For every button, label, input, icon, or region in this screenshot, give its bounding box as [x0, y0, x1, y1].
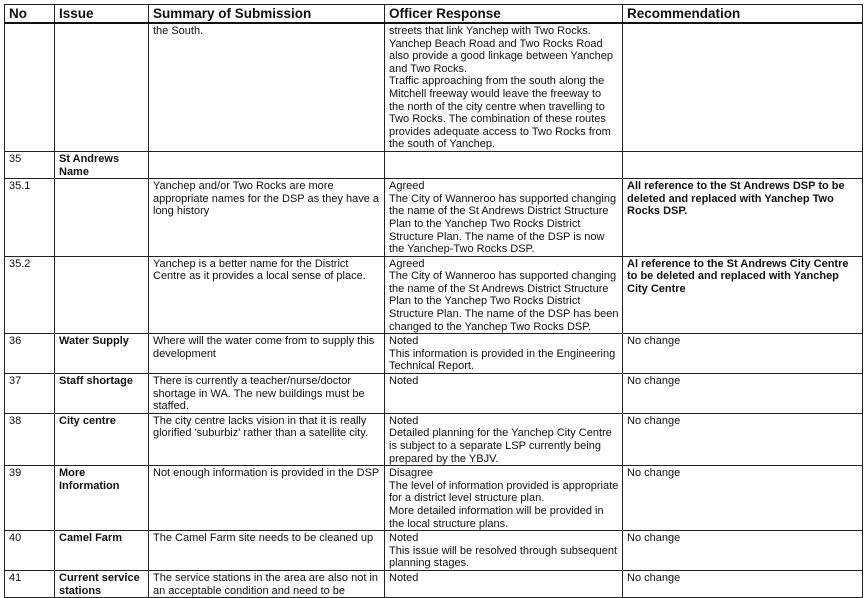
cell-line: No change	[627, 532, 681, 545]
cell-line: City centre	[59, 414, 116, 427]
cell-issue	[55, 334, 149, 374]
table-row	[5, 23, 863, 151]
cell-line: The City of Wanneroo has supported changing	[389, 192, 617, 205]
cell-summary	[149, 570, 385, 597]
table-row	[5, 570, 863, 597]
table-body	[5, 23, 863, 598]
cell-line: Structure Plan. The name of the DSP has been	[389, 308, 619, 321]
cell-recommendation	[623, 466, 863, 531]
cell-line: No change	[627, 375, 681, 388]
cell-issue	[55, 256, 149, 334]
cell-issue	[55, 466, 149, 531]
table-header-row	[5, 5, 863, 24]
cell-line: is subject to a separate LSP currently being	[389, 440, 601, 452]
cell-summary	[149, 334, 385, 374]
cell-no: 40	[5, 531, 55, 571]
cell-line: glorified 'suburbiz' rather than a satellite city.	[153, 427, 368, 440]
cell-no: 37	[5, 374, 55, 414]
cell-issue	[55, 151, 149, 178]
cell-line: Water Supply	[59, 335, 129, 348]
cell-officer-response	[385, 374, 623, 414]
cell-officer-response	[385, 179, 623, 257]
cell-line: development	[153, 347, 216, 360]
cell-summary	[149, 179, 385, 257]
table-row	[5, 466, 863, 531]
cell-no: 35.2	[5, 256, 55, 334]
cell-line: Noted	[389, 571, 419, 584]
cell-line: Centre as it provides a local sense of place.	[153, 270, 366, 283]
cell-line: This issue will be resolved through subsequent	[389, 544, 618, 557]
cell-line: the north of the city centre when travelling to	[389, 100, 605, 113]
header-no: No	[5, 5, 55, 24]
table-row	[5, 413, 863, 465]
cell-line: Technical Report.	[389, 360, 474, 373]
cell-line: There is currently a teacher/nurse/doctor	[153, 375, 352, 388]
cell-no: 36	[5, 334, 55, 374]
cell-line: Traffic approaching from the south along the	[389, 75, 605, 88]
cell-line: No change	[627, 414, 681, 427]
cell-recommendation	[623, 334, 863, 374]
cell-line: Disagree	[389, 467, 434, 480]
cell-summary	[149, 374, 385, 414]
cell-line: Noted	[389, 532, 419, 545]
cell-line: also provide a good linkage between Yanchep	[389, 50, 614, 63]
cell-issue	[55, 531, 149, 571]
cell-line: The Camel Farm site needs to be cleaned up	[153, 532, 374, 545]
cell-officer-response	[385, 570, 623, 597]
cell-line: Not enough information is provided in the DSP	[153, 467, 380, 480]
cell-line: The service stations in the area are also not in	[153, 571, 379, 584]
cell-line: planning stages.	[389, 557, 470, 570]
table-row	[5, 256, 863, 334]
cell-line: long history	[153, 205, 210, 218]
cell-line: and Two Rocks.	[389, 62, 468, 75]
cell-line: Yanchep is a better name for the District	[153, 257, 349, 270]
cell-recommendation	[623, 570, 863, 597]
cell-line: stations	[59, 584, 102, 597]
cell-no: 35.1	[5, 179, 55, 257]
cell-recommendation	[623, 256, 863, 334]
cell-line: Agreed	[389, 257, 425, 270]
cell-no: 35	[5, 151, 55, 178]
cell-line: Al reference to the St Andrews City Centre	[627, 257, 849, 270]
cell-line: The level of information provided is appropriate	[389, 479, 619, 492]
cell-line: the name of the St Andrews District Structure	[389, 205, 609, 218]
cell-line: The city centre lacks vision in that it is really	[153, 414, 367, 427]
cell-officer-response	[385, 151, 623, 178]
cell-issue	[55, 413, 149, 465]
cell-summary	[149, 413, 385, 465]
cell-officer-response	[385, 531, 623, 571]
table-row	[5, 374, 863, 414]
cell-line: Rocks DSP.	[627, 205, 688, 218]
cell-summary	[149, 256, 385, 334]
cell-recommendation	[623, 531, 863, 571]
cell-line: Two Rocks. The combination of these routes	[389, 113, 606, 126]
cell-line: Staff shortage	[59, 375, 133, 388]
table-row	[5, 151, 863, 178]
cell-line: an acceptable condition and need to be	[153, 584, 346, 597]
cell-officer-response	[385, 466, 623, 531]
cell-line: to be deleted and replaced with Yanchep	[627, 270, 839, 283]
cell-line: Noted	[389, 335, 419, 348]
cell-line: More detailed information will be provided in	[389, 504, 604, 517]
cell-summary	[149, 23, 385, 151]
header-issue: Issue	[55, 5, 149, 24]
cell-line: the south of Yanchep.	[389, 138, 496, 151]
cell-line: Information	[59, 479, 120, 492]
header-summary: Summary of Submission	[149, 5, 385, 24]
table-row	[5, 334, 863, 374]
cell-line: the local structure plans.	[389, 517, 509, 530]
header-officer-response: Officer Response	[385, 5, 623, 24]
cell-line: St Andrews	[59, 152, 120, 165]
cell-no: 39	[5, 466, 55, 531]
cell-recommendation	[623, 374, 863, 414]
cell-line: No change	[627, 571, 681, 584]
cell-line: Yanchep Beach Road and Two Rocks Road	[389, 37, 603, 50]
cell-recommendation	[623, 179, 863, 257]
cell-line: Where will the water come from to supply this	[153, 335, 375, 348]
cell-line: This information is provided in the Engineering	[389, 347, 616, 360]
cell-line: No change	[627, 335, 681, 348]
cell-line: Detailed planning for the Yanchep City Centre	[389, 427, 612, 440]
cell-line: Structure Plan. The name of the DSP is now	[389, 230, 605, 243]
cell-line: More	[59, 467, 86, 480]
cell-officer-response	[385, 334, 623, 374]
cell-line: Current service	[59, 571, 140, 584]
cell-line: appropriate names for the DSP as they have a	[153, 192, 380, 205]
cell-recommendation	[623, 151, 863, 178]
cell-no	[5, 23, 55, 151]
cell-recommendation	[623, 413, 863, 465]
cell-line: Agreed	[389, 180, 425, 193]
cell-line: Camel Farm	[59, 532, 122, 545]
cell-line: shortage in WA. The new buildings must be	[153, 387, 365, 400]
cell-line: Mitchell freeway would leave the freeway to	[389, 87, 602, 100]
cell-line: staffed.	[153, 400, 189, 413]
cell-line: changed to the Yanchep Two Rocks DSP.	[389, 320, 592, 333]
cell-line: Name	[59, 165, 89, 178]
cell-issue	[55, 179, 149, 257]
cell-officer-response	[385, 256, 623, 334]
cell-recommendation	[623, 23, 863, 151]
table-row	[5, 531, 863, 571]
cell-line: the name of the St Andrews District Structure	[389, 282, 609, 295]
cell-line: Yanchep and/or Two Rocks are more	[153, 180, 334, 193]
cell-line: the South.	[153, 25, 204, 37]
cell-no: 38	[5, 413, 55, 465]
cell-line: All reference to the St Andrews DSP to be	[627, 180, 845, 193]
cell-line: The City of Wanneroo has supported changing	[389, 270, 617, 283]
cell-summary	[149, 531, 385, 571]
header-recommendation: Recommendation	[623, 5, 863, 24]
cell-no: 41	[5, 570, 55, 597]
cell-line: provides adequate access to Two Rocks from	[389, 125, 611, 138]
cell-officer-response	[385, 23, 623, 151]
cell-summary	[149, 466, 385, 531]
cell-line: No change	[627, 467, 681, 480]
cell-line: Plan to the Yanchep Two Rocks District	[389, 295, 581, 308]
cell-line: Plan to the Yanchep Two Rocks District	[389, 217, 581, 230]
cell-line: City Centre	[627, 282, 686, 295]
cell-line: Noted	[389, 414, 419, 427]
submissions-table	[4, 4, 863, 598]
cell-summary	[149, 151, 385, 178]
cell-line: streets that link Yanchep with Two Rocks.	[389, 25, 591, 37]
cell-line: Noted	[389, 375, 419, 388]
cell-line: for a district level structure plan.	[389, 492, 545, 505]
table-row	[5, 179, 863, 257]
cell-officer-response	[385, 413, 623, 465]
cell-issue	[55, 570, 149, 597]
cell-issue	[55, 23, 149, 151]
cell-line: prepared by the YBJV.	[389, 452, 499, 465]
cell-line: deleted and replaced with Yanchep Two	[627, 192, 834, 205]
cell-issue	[55, 374, 149, 414]
cell-line: the Yanchep-Two Rocks DSP.	[389, 243, 535, 256]
